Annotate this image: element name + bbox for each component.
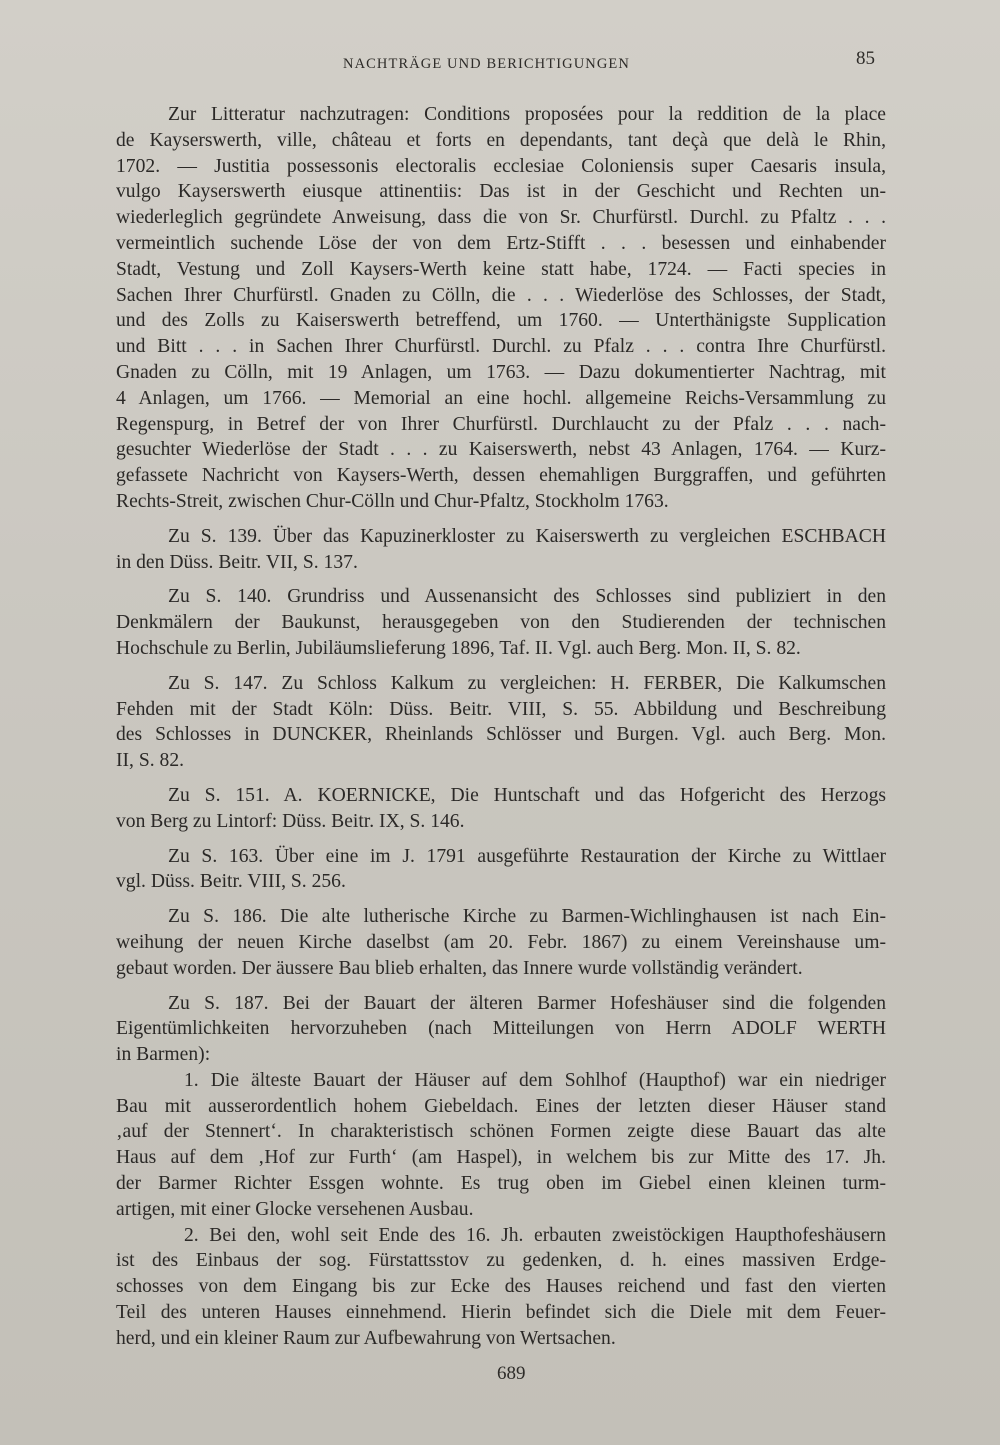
text-line: in Barmen): <box>116 1044 211 1066</box>
text-line: artigen, mit einer Glocke versehenen Ausbau. <box>116 1198 474 1220</box>
footer-page-number: 689 <box>497 1363 526 1384</box>
text-line: Zu S. 186. Die alte lutherische Kirche zu Barmen-Wichlinghausen ist nach Ein- <box>168 906 886 928</box>
text-line: Stadt, Vestung und Zoll Kaysers-Werth keine statt habe, 1724. — Facti species in <box>116 258 886 280</box>
paragraph-gap <box>116 662 886 671</box>
text-line: Gnaden zu Cölln, mit 19 Anlagen, um 1763. — Dazu dokumentierter Nachtrag, mit <box>116 361 886 383</box>
paragraph-gap <box>116 895 886 904</box>
text-line: vgl. Düss. Beitr. VIII, S. 256. <box>116 871 346 893</box>
paragraph-gap <box>116 835 886 844</box>
text-line: Teil des unteren Hauses einnehmend. Hierin befindet sich die Diele mit dem Feuer- <box>116 1302 886 1324</box>
text-line: Rechts-Streit, zwischen Chur-Cölln und Chur-Pfaltz, Stockholm 1763. <box>116 490 669 512</box>
text-line: des Schlosses in DUNCKER, Rheinlands Schlösser und Burgen. Vgl. auch Berg. Mon. <box>116 724 886 746</box>
text-line: vermeintlich suchende Löse der von dem Ertz-Stifft . . . besessen und einhabender <box>116 232 886 254</box>
text-line: gebaut worden. Der äussere Bau blieb erhalten, das Innere wurde vollständig verändert. <box>116 957 803 979</box>
text-line: Zu S. 187. Bei der Bauart der älteren Barmer Hofeshäuser sind die folgenden <box>168 992 886 1014</box>
paragraph-gap <box>116 515 886 524</box>
text-block <box>116 102 886 1352</box>
text-line: Zu S. 139. Über das Kapuzinerkloster zu Kaiserswerth zu vergleichen ESCHBACH <box>168 525 886 547</box>
paragraph-gap <box>116 982 886 991</box>
running-header <box>0 0 1000 90</box>
text-line: in den Düss. Beitr. VII, S. 137. <box>116 551 358 573</box>
body-text <box>116 102 886 1352</box>
text-line: Zur Litteratur nachzutragen: Conditions proposées pour la reddition de la place <box>168 104 886 125</box>
text-line: 1. Die älteste Bauart der Häuser auf dem Sohlhof (Haupthof) war ein niedriger <box>184 1069 886 1091</box>
text-line: Zu S. 151. A. KOERNICKE, Die Huntschaft und das Hofgericht des Herzogs <box>168 784 886 806</box>
text-line: 4 Anlagen, um 1766. — Memorial an eine hochl. allgemeine Reichs-Versammlung zu <box>116 387 886 409</box>
text-line: Sachen Ihrer Churfürstl. Gnaden zu Cölln, die . . . Wiederlöse des Schlosses, der Stadt, <box>116 284 886 306</box>
text-line: de Kayserswerth, ville, château et forts en dependants, tant deçà que delà le Rhin, <box>116 129 886 151</box>
header-page-number: 85 <box>856 48 875 69</box>
text-line: 1702. — Justitia possessonis electoralis ecclesiae Coloniensis super Caesaris insula, <box>116 155 886 177</box>
text-line: Denkmälern der Baukunst, herausgegeben von den Studierenden der technischen <box>116 612 886 634</box>
text-line: gesuchter Wiederlöse der Stadt . . . zu Kaiserswerth, nebst 43 Anlagen, 1764. — Kurz- <box>116 439 886 461</box>
text-line: Zu S. 140. Grundriss und Aussenansicht des Schlosses sind publiziert in den <box>168 586 886 608</box>
text-line: Bau mit ausserordentlich hohem Giebeldach. Eines der letzten dieser Häuser stand <box>116 1095 886 1117</box>
text-line: Haus auf dem ‚Hof zur Furth‘ (am Haspel), in welchem bis zur Mitte des 17. Jh. <box>116 1147 886 1169</box>
text-line: Regenspurg, in Betref der von Ihrer Churfürstl. Durchlaucht zu der Pfalz . . . nach- <box>116 413 886 435</box>
text-line: herd, und ein kleiner Raum zur Aufbewahrung von Wertsachen. <box>116 1327 616 1349</box>
paragraph-gap <box>116 774 886 783</box>
text-line: gefassete Nachricht von Kaysers-Werth, dessen ehemahligen Burggraffen, und geführten <box>116 465 886 487</box>
text-line: weihung der neuen Kirche daselbst (am 20. Febr. 1867) zu einem Vereinshause um- <box>116 931 886 953</box>
text-line: und Bitt . . . in Sachen Ihrer Churfürstl. Durchl. zu Pfalz . . . contra Ihre Churfürstl. <box>116 336 886 358</box>
text-line: Zu S. 163. Über eine im J. 1791 ausgeführte Restauration der Kirche zu Wittlaer <box>168 845 886 867</box>
paragraph-gap <box>116 575 886 584</box>
text-line: der Barmer Richter Essgen wohnte. Es trug oben im Giebel einen kleinen turm- <box>116 1173 886 1195</box>
text-line: Fehden mit der Stadt Köln: Düss. Beitr. VIII, S. 55. Abbildung und Beschreibung <box>116 698 886 720</box>
text-line: vulgo Kayserswerth eiusque attinentiis: Das ist in der Geschicht und Rechten un- <box>116 181 886 203</box>
text-line: von Berg zu Lintorf: Düss. Beitr. IX, S. 146. <box>116 810 465 832</box>
text-line: ist des Einbaus der sog. Fürstattsstov zu gedenken, d. h. eines massiven Erdge- <box>116 1250 886 1272</box>
text-line: wiederleglich gegründete Anweisung, dass die von Sr. Churfürstl. Durchl. zu Pfaltz . . . <box>116 207 886 229</box>
text-line: II, S. 82. <box>116 750 185 772</box>
text-line: Eigentümlichkeiten hervorzuheben (nach Mitteilungen von Herrn ADOLF WERTH <box>116 1018 886 1040</box>
text-line: Hochschule zu Berlin, Jubiläumslieferung 1896, Taf. II. Vgl. auch Berg. Mon. II, S. 82. <box>116 637 801 659</box>
text-line: schosses von dem Eingang bis zur Ecke des Hauses reichend und fast den vierten <box>116 1276 886 1298</box>
text-line: ‚auf der Stennert‘. In charakteristisch schönen Formen zeigte diese Bauart das alte <box>116 1121 886 1143</box>
text-line: 2. Bei den, wohl seit Ende des 16. Jh. erbauten zweistöckigen Haupthofeshäusern <box>184 1224 886 1246</box>
text-line: und des Zolls zu Kaiserswerth betreffend, um 1760. — Unterthänigste Supplication <box>116 310 886 332</box>
running-title: NACHTRÄGE UND BERICHTIGUNGEN <box>343 56 630 72</box>
text-line: Zu S. 147. Zu Schloss Kalkum zu vergleichen: H. FERBER, Die Kalkumschen <box>168 672 886 694</box>
